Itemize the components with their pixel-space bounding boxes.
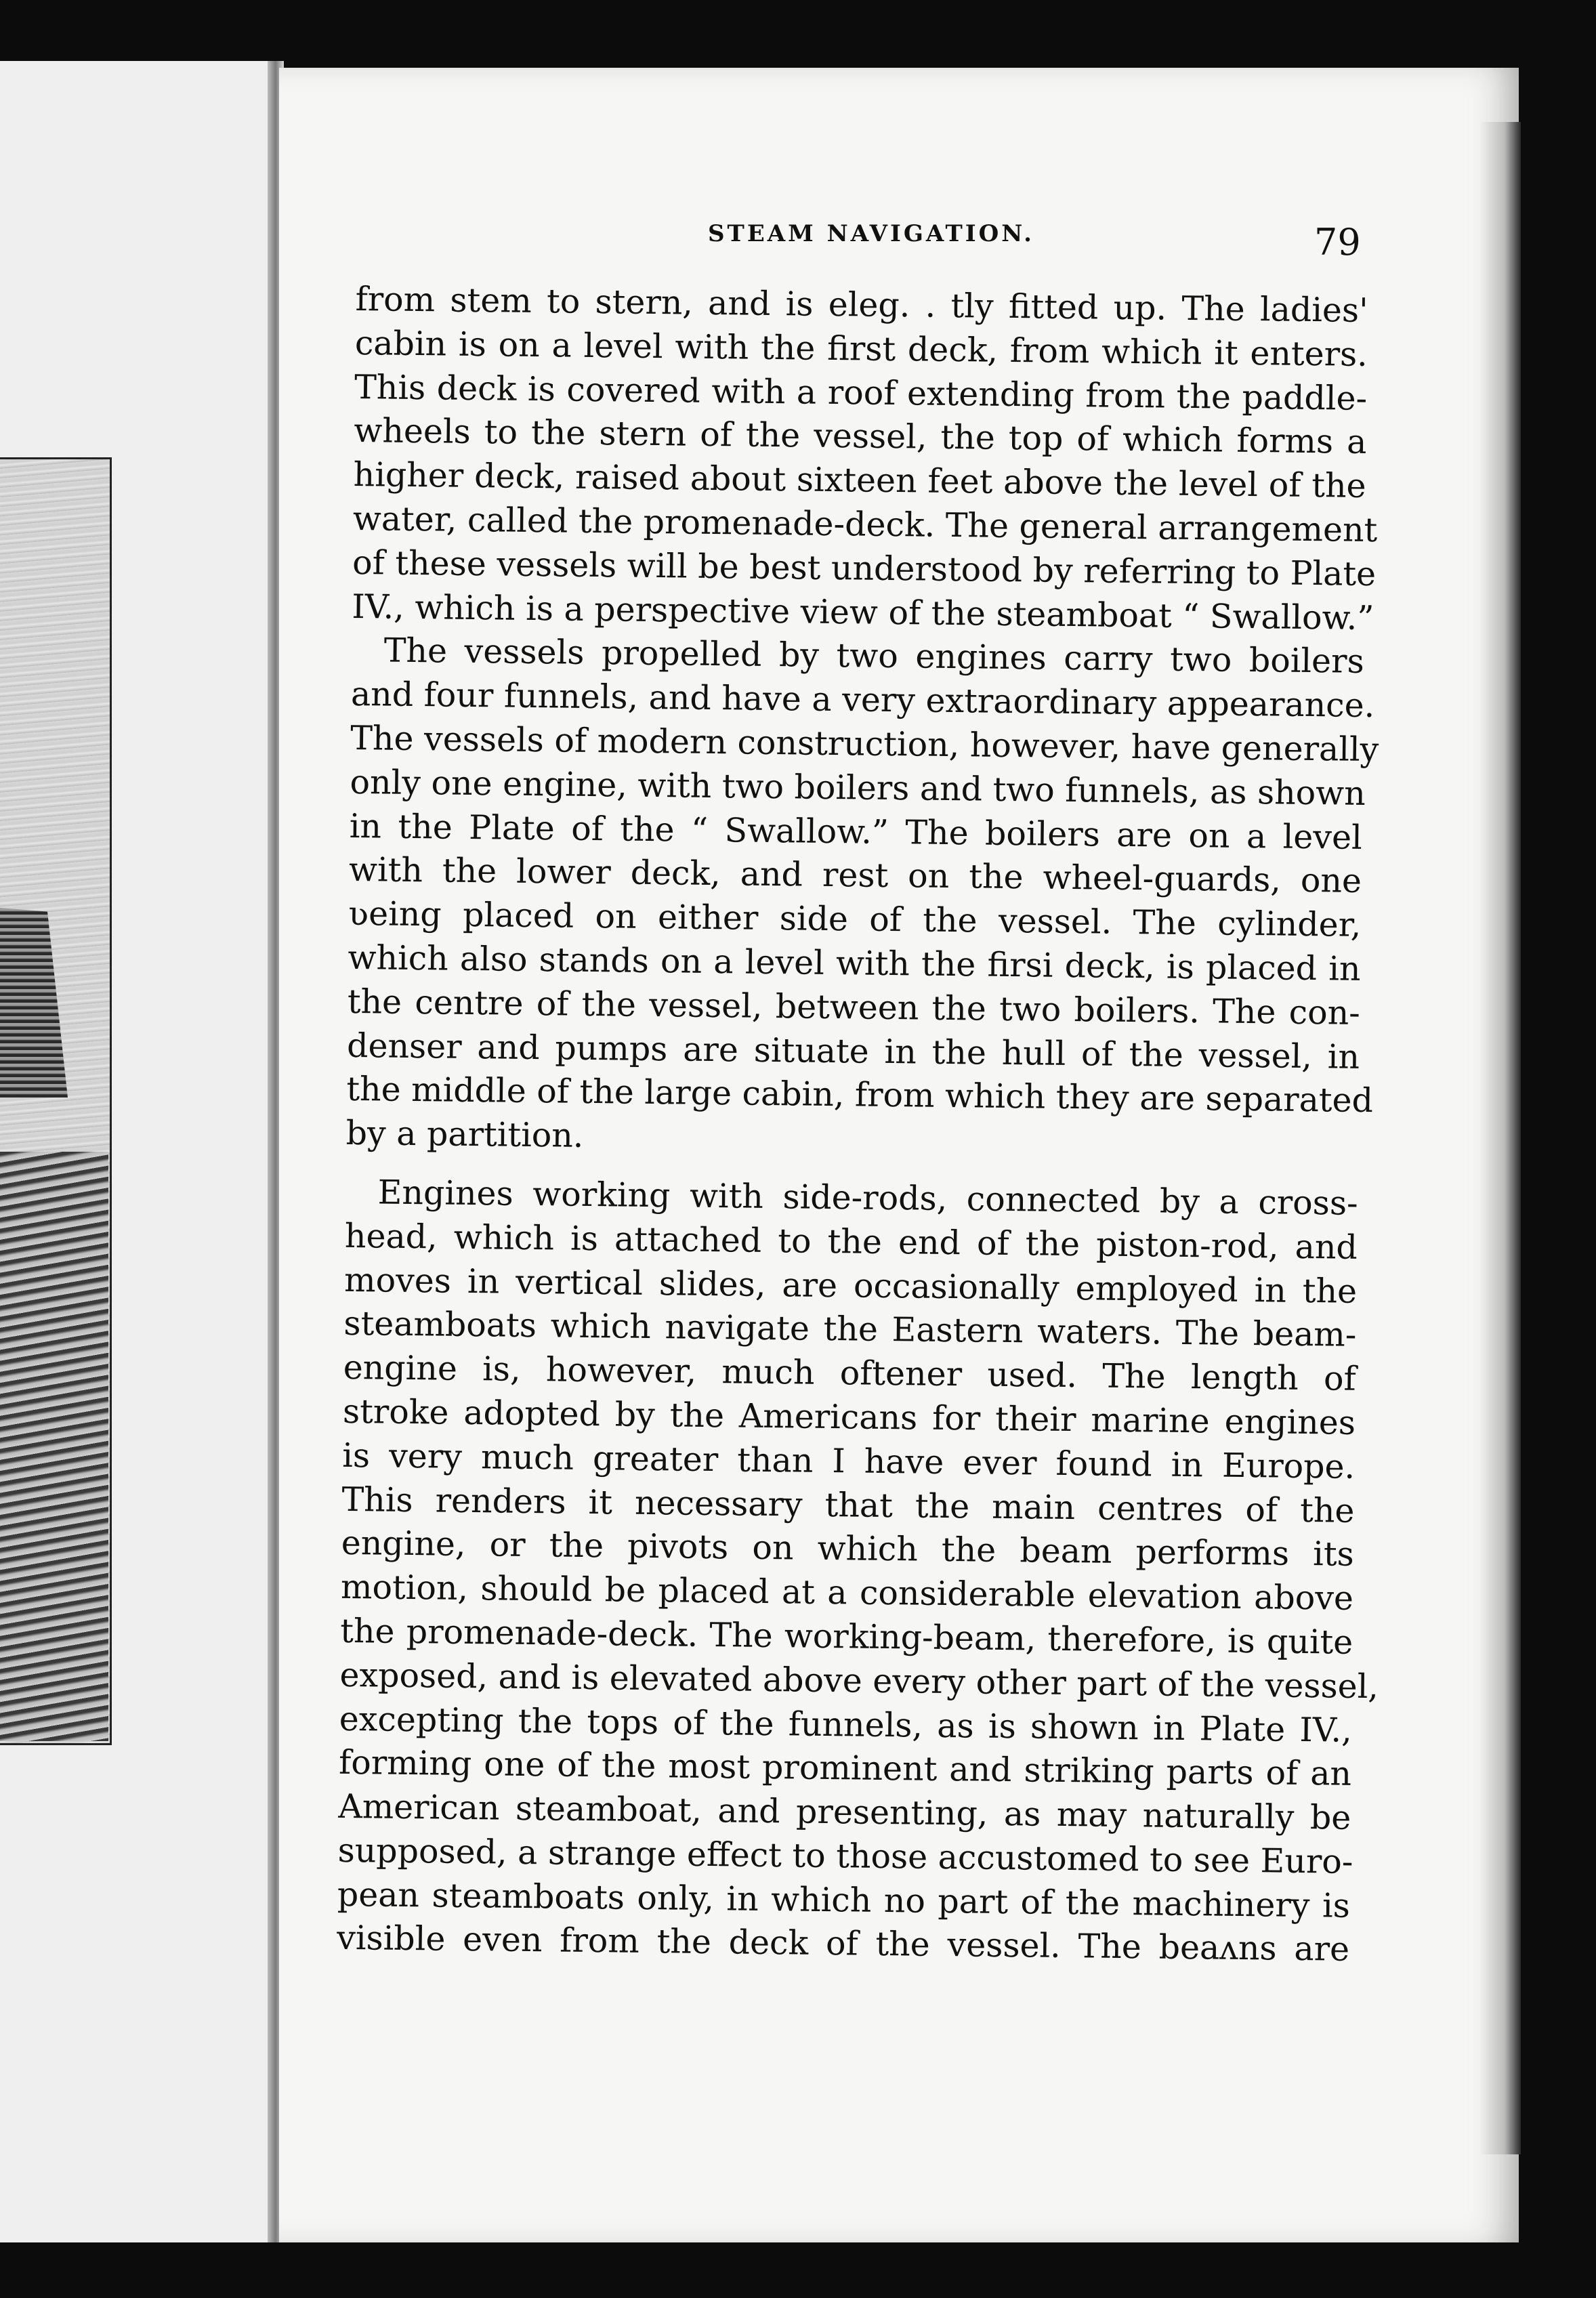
text-line: forming one of the most prominent and striking parts of an xyxy=(338,1743,1352,1794)
text-line: water, called the promenade-deck. The general arrangement xyxy=(352,499,1378,550)
text-line: from stem to stern, and is eleg. . tly fitted up. The ladies' xyxy=(355,279,1368,330)
text-line: This renders it necessary that the main centres of the xyxy=(341,1480,1355,1530)
text-line: higher deck, raised about sixteen feet above the level of the xyxy=(353,455,1366,506)
text-line: the promenade-deck. The working-beam, therefore, is quite xyxy=(340,1611,1353,1662)
text-line: Engines working with side-rods, connected by a cross- xyxy=(377,1173,1358,1223)
text-line: denser and pumps are situate in the hull of the vessel, in xyxy=(346,1026,1360,1077)
running-header: STEAM NAVIGATION. xyxy=(708,220,1035,247)
text-line: The vessels of modern construction, however, have generally xyxy=(350,718,1379,770)
text-line: IV., which is a perspective view of the steamboat “ Swallow.” xyxy=(352,587,1374,638)
text-line: in the Plate of the “ Swallow.” The boilers are on a level xyxy=(349,806,1363,857)
text-line: excepting the tops of the funnels, as is shown in Plate IV., xyxy=(339,1699,1353,1750)
text-line: steamboats which navigate the Eastern waters. The beam- xyxy=(343,1304,1357,1355)
text-line: and four funnels, and have a very extraordinary appearance. xyxy=(350,675,1375,726)
text-line: with the lower deck, and rest on the wheel-guards, one xyxy=(348,850,1362,901)
text-line: visible even from the deck of the vessel. The beaʌns are xyxy=(336,1919,1350,1969)
text-line: ʋeing placed on either side of the vessel. The cylinder, xyxy=(348,894,1362,945)
text-line: stroke adopted by the Americans for their marine engines xyxy=(342,1392,1356,1442)
page-edge xyxy=(1480,122,1521,2154)
text-line: American steamboat, and presenting, as may naturally be xyxy=(338,1787,1351,1837)
text-line: moves in vertical slides, are occasionally employed in the xyxy=(343,1260,1358,1311)
text-line: engine, or the pivots on which the beam performs its xyxy=(341,1524,1355,1574)
page-number: 79 xyxy=(1314,221,1361,264)
text-line: wheels to the stern of the vessel, the top of which forms a xyxy=(354,411,1367,462)
text-line: head, which is attached to the end of the piston-rod, and xyxy=(344,1216,1358,1267)
text-line: The vessels propelled by two engines carry two boilers xyxy=(383,631,1364,682)
text-line: cabin is on a level with the first deck, from which it enters. xyxy=(354,323,1368,374)
text-line: is very much greater than I have ever found in Europe. xyxy=(341,1436,1356,1486)
text-line: supposed, a strange effect to those accustomed to see Euro- xyxy=(337,1831,1353,1881)
body-text xyxy=(336,278,1379,1972)
text-line: the centre of the vessel, between the two boilers. The con- xyxy=(347,982,1361,1032)
text-line: exposed, and is elevated above every other part of the vessel, xyxy=(339,1655,1379,1706)
text-line: the middle of the large cabin, from which they are separated xyxy=(346,1070,1374,1121)
engraving-water xyxy=(0,1152,108,1741)
text-line: by a partition. xyxy=(345,1114,584,1156)
text-line: only one engine, with two boilers and two funnels, as shown xyxy=(350,762,1366,813)
text-line: pean steamboats only, in which no part of the machinery is xyxy=(337,1875,1351,1925)
text-line: engine is, however, much oftener used. The length of xyxy=(343,1348,1356,1398)
text-line: This deck is covered with a roof extending from the paddle- xyxy=(354,367,1368,418)
text-line: which also stands on a level with the firsi deck, is placed in xyxy=(348,938,1361,988)
text-line: of these vessels will be best understood by referring to Plate xyxy=(352,543,1377,593)
text-line: motion, should be placed at a considerable elevation above xyxy=(340,1567,1354,1618)
